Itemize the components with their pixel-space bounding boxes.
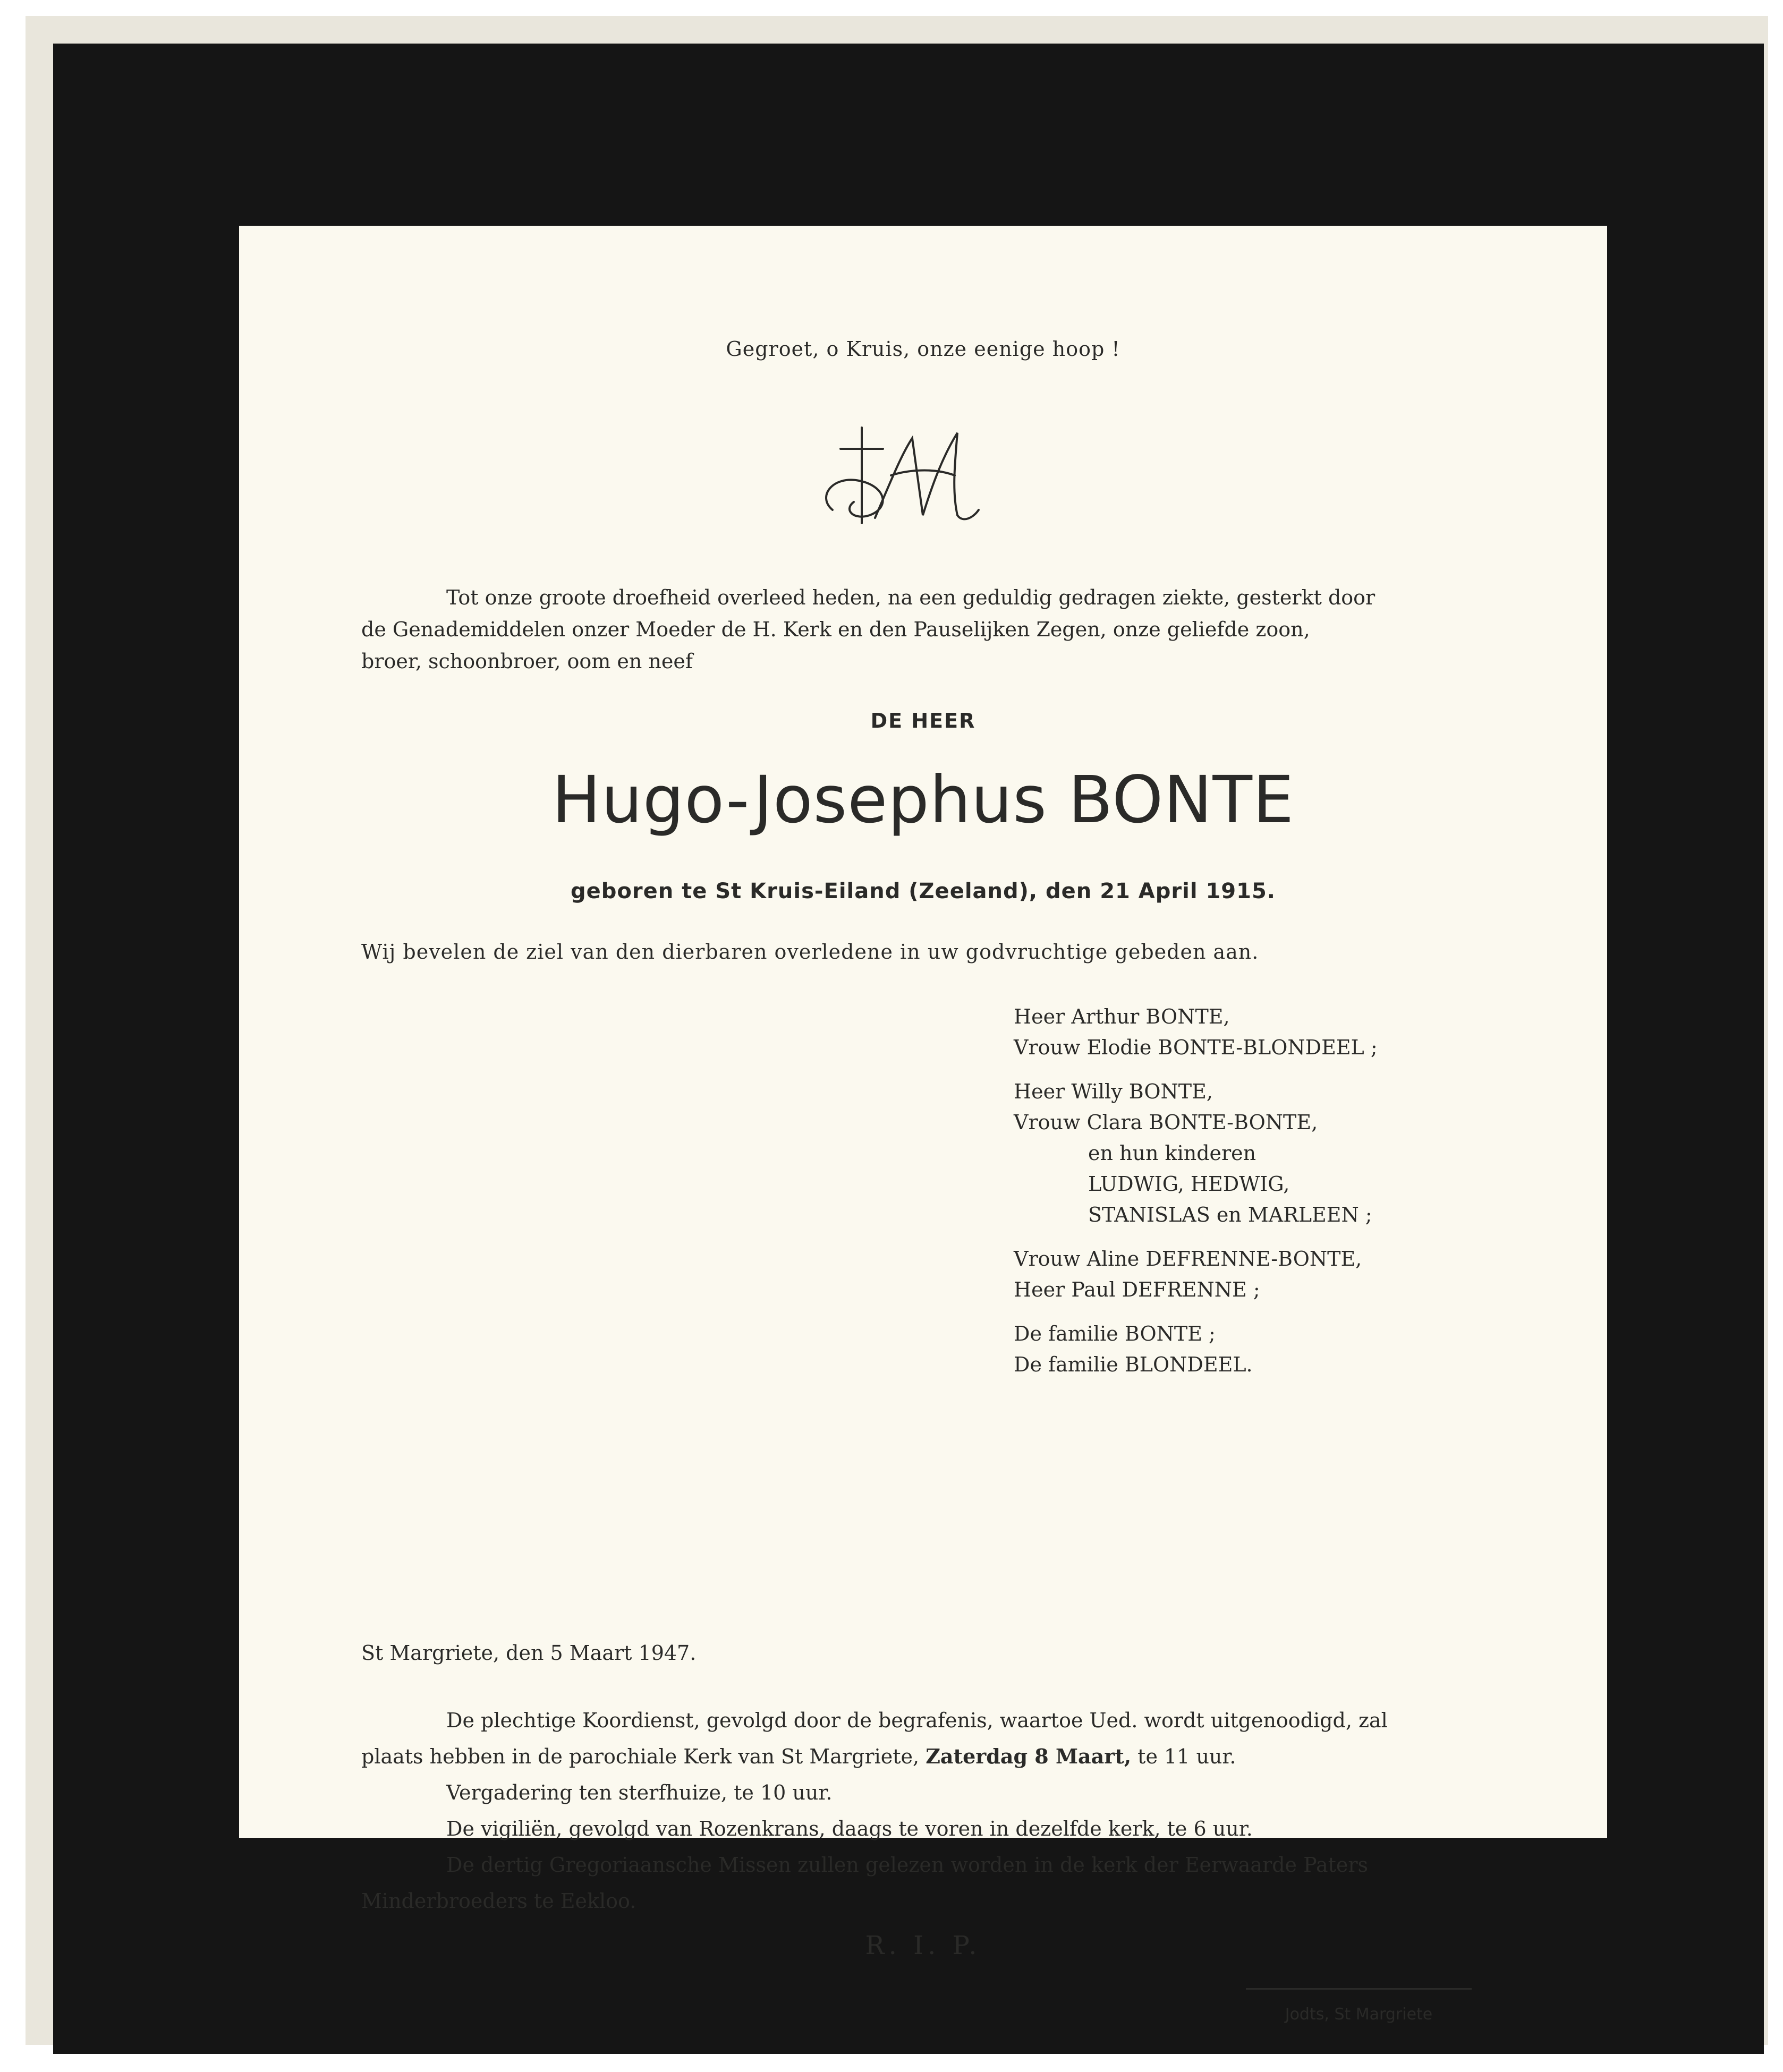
family-children-label: en hun kinderen [1088,1141,1256,1165]
family-children: LUDWIG, HEDWIG, [1088,1172,1290,1196]
intro-paragraph [361,582,1450,677]
arrangement-line: De dertig Gregoriaansche Missen zullen gelezen worden in de kerk der Eerwaarde Paters [446,1853,1369,1877]
funeral-date: Zaterdag 8 Maart, [926,1744,1132,1768]
family-children: STANISLAS en MARLEEN ; [1088,1203,1372,1226]
family-member: Vrouw Clara BONTE-BONTE, [1014,1111,1318,1134]
family-member: Heer Arthur BONTE, [1014,1005,1230,1028]
printer-rule [1246,1988,1472,1990]
family-member: Heer Willy BONTE, [1014,1080,1213,1103]
arrangement-text: te 11 uur. [1137,1745,1236,1768]
motto: Gegroet, o Kruis, onze eenige hoop ! [726,337,1120,361]
family-group [1014,1076,1378,1230]
family-member: Heer Paul DEFRENNE ; [1014,1278,1260,1301]
intro-line: Tot onze groote droefheid overleed heden, na een geduldig gedragen ziekte, gesterkt door [446,586,1376,609]
arrangement-line: Minderbroeders te Eekloo. [361,1889,636,1913]
family-group [1014,1318,1378,1380]
arrangement-line: De vigiliën, gevolgd van Rozenkrans, daags te voren in dezelfde kerk, te 6 uur. [446,1817,1253,1840]
rip: R. I. P. [865,1931,981,1960]
family-group [1014,1001,1378,1063]
family-member: Vrouw Elodie BONTE-BLONDEEL ; [1014,1036,1378,1059]
family-member: Vrouw Aline DEFRENNE-BONTE, [1014,1247,1362,1271]
cross-monogram-icon [811,417,987,544]
death-notice-paper [239,226,1607,2024]
family-list [1014,1001,1378,1393]
place-date: St Margriete, den 5 Maart 1947. [361,1641,697,1665]
arrangement-line: Vergadering ten sterfhuize, te 10 uur. [446,1781,833,1804]
family-group [1014,1243,1378,1305]
family-member: De familie BONTE ; [1014,1322,1216,1345]
funeral-arrangements [361,1702,1450,1919]
intro-line: de Genademiddelen onzer Moeder de H. Kerk en den Pauselijken Zegen, onze geliefde zoon, [361,618,1310,641]
family-member: De familie BLONDEEL. [1014,1353,1253,1376]
printer-credit: Jodts, St Margriete [1285,2005,1433,2024]
commendation: Wij bevelen de ziel van den dierbaren overledene in uw godvruchtige gebeden aan. [361,940,1259,963]
honorific-title: DE HEER [870,709,976,732]
arrangement-text: plaats hebben in de parochiale Kerk van St Margriete, [361,1745,920,1768]
arrangement-line: De plechtige Koordienst, gevolgd door de begrafenis, waartoe Ued. wordt uitgenoodigd, zal [446,1709,1388,1732]
deceased-name: Hugo-Josephus BONTE [551,762,1295,838]
arrangement-line [361,1738,1450,1775]
birth-details: geboren te St Kruis-Eiland (Zeeland), den 21 April 1915. [571,879,1276,903]
intro-line: broer, schoonbroer, oom en neef [361,650,693,673]
